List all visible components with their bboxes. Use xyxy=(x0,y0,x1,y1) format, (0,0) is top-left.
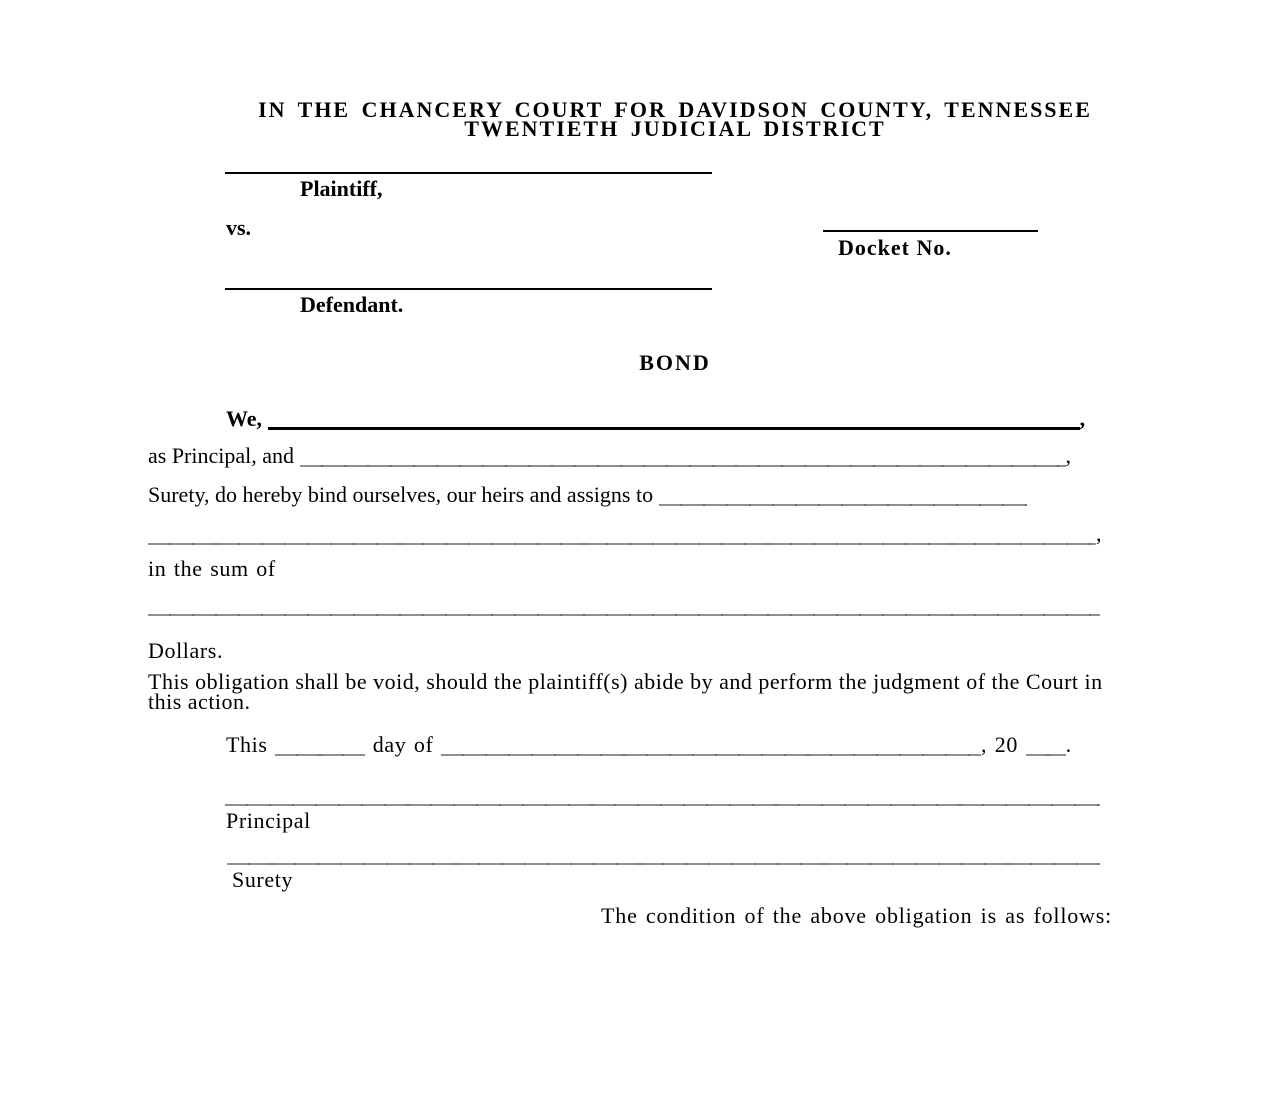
surety-name-blank xyxy=(300,465,1066,467)
we-label: We, xyxy=(226,406,263,431)
date-line xyxy=(226,732,1072,758)
condition-text: The condition of the above obligation is as follows: xyxy=(601,903,1112,928)
sum-clause-text: in the sum of xyxy=(148,556,276,581)
obligee-continuation-blank xyxy=(148,543,1096,545)
court-title-line1: IN THE CHANCERY COURT FOR DAVIDSON COUNTY, TENNESSEE xyxy=(258,97,1092,122)
date-year-blank xyxy=(1026,754,1066,756)
surety-clause-line xyxy=(148,482,1027,508)
docket-number-blank xyxy=(823,230,1038,232)
court-title-line2: TWENTIETH JUDICIAL DISTRICT xyxy=(464,116,886,141)
defendant-label: Defendant. xyxy=(300,292,404,317)
as-principal-text: as Principal, and xyxy=(148,443,295,468)
surety-signature-blank xyxy=(227,863,1100,865)
bond-heading: BOND xyxy=(639,350,711,375)
date-dayof-text: day of xyxy=(372,732,434,757)
versus-label: vs. xyxy=(226,215,252,240)
as-principal-comma: , xyxy=(1065,443,1072,468)
plaintiff-label: Plaintiff, xyxy=(300,176,383,201)
obligation-paragraph: This obligation shall be void, should the plaintiff(s) abide by and perform the judgment of the Court in this action. xyxy=(148,669,1103,714)
as-principal-clause-line xyxy=(148,443,1071,469)
surety-signature-label: Surety xyxy=(232,867,294,892)
sum-amount-blank xyxy=(148,614,1100,616)
date-comma20-text: , 20 xyxy=(981,732,1018,757)
date-day-blank xyxy=(275,754,365,756)
principal-signature-label: Principal xyxy=(226,808,311,833)
docket-label: Docket No. xyxy=(838,235,952,260)
principal-signature-blank xyxy=(225,804,1100,806)
plaintiff-name-blank xyxy=(225,172,712,174)
court-title xyxy=(250,97,1100,141)
principal-name-blank xyxy=(268,427,1080,430)
continuation-comma: , xyxy=(1096,521,1102,546)
obligee-name-blank xyxy=(659,504,1027,506)
obligee-continuation-line xyxy=(148,521,1102,547)
date-period-text: . xyxy=(1065,732,1072,757)
we-comma: , xyxy=(1079,406,1086,431)
surety-clause-text: Surety, do hereby bind ourselves, our heirs and assigns to xyxy=(148,482,654,507)
we-clause-line xyxy=(226,406,1085,432)
date-this-text: This xyxy=(226,732,268,757)
date-month-blank xyxy=(441,754,981,756)
defendant-name-blank xyxy=(225,288,712,290)
dollars-label: Dollars. xyxy=(148,638,224,663)
